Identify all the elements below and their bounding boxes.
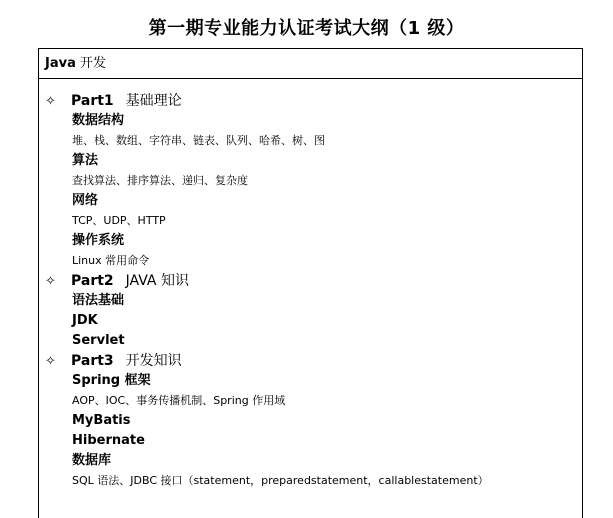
- topic-detail: SQL 语法、JDBC 接口（statement，preparedstatement，callablestatement）: [72, 474, 489, 487]
- part-title: JAVA 知识: [125, 273, 189, 289]
- section-header-en: Java: [45, 56, 76, 71]
- topic-detail: Linux 常用命令: [72, 254, 150, 267]
- topic-heading: 数据库: [72, 453, 112, 468]
- part-name: Part2: [71, 273, 114, 289]
- topic-heading: 数据结构: [72, 113, 125, 128]
- syllabus-box: [38, 48, 583, 518]
- topic-heading: Servlet: [72, 333, 125, 348]
- part-title: 开发知识: [125, 353, 182, 369]
- topic-heading: Hibernate: [72, 433, 145, 448]
- topic-detail: AOP、IOC、事务传播机制、Spring 作用域: [72, 394, 286, 407]
- topic-detail: 堆、栈、数组、字符串、链表、队列、哈希、树、图: [72, 134, 325, 147]
- topic-heading: JDK: [72, 313, 98, 328]
- part-name: Part1: [71, 93, 114, 109]
- topic-detail: 查找算法、排序算法、递归、复杂度: [72, 174, 248, 187]
- topic-heading: Spring 框架: [72, 373, 151, 388]
- topic-detail: TCP、UDP、HTTP: [72, 214, 166, 227]
- section-header-zh: 开发: [75, 56, 106, 71]
- topic-heading: MyBatis: [72, 413, 131, 428]
- part-heading-3: [45, 351, 182, 371]
- topic-heading: 语法基础: [72, 293, 125, 308]
- part-heading-1: [45, 91, 182, 111]
- diamond-bullet-icon: ✧: [45, 274, 56, 289]
- topic-heading: 网络: [72, 193, 99, 208]
- topic-heading: 算法: [72, 153, 99, 168]
- part-title: 基础理论: [125, 93, 182, 109]
- diamond-bullet-icon: ✧: [45, 354, 56, 369]
- document-title: 第一期专业能力认证考试大纲（1 级）: [148, 18, 465, 39]
- part-name: Part3: [71, 353, 114, 369]
- part-heading-2: [45, 271, 189, 291]
- topic-heading: 操作系统: [72, 233, 125, 248]
- section-header: [39, 49, 582, 79]
- diamond-bullet-icon: ✧: [45, 94, 56, 109]
